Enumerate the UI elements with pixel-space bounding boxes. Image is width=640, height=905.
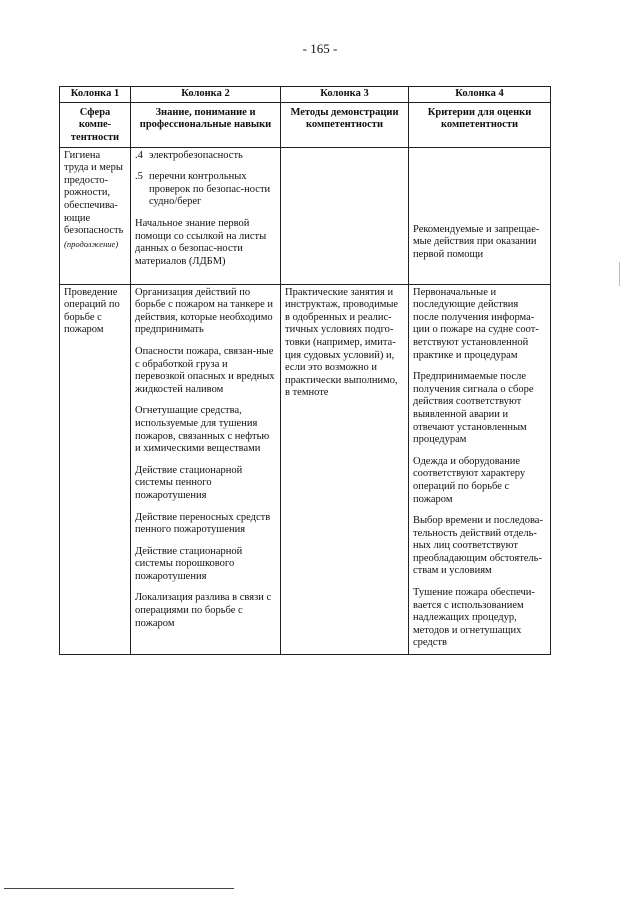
row1-col1-line: труда и меры (64, 162, 123, 174)
row2-col2-paragraph: Огнетушащие средства, используемые для тушения пожаров, связанных с нефтью и химическими веществами (135, 405, 270, 455)
page-number: - 165 - (302, 41, 338, 56)
row2-col3-cell: Практические занятия и инструктаж, проводимые в одобренных и реалис-тичных условиях подго-товки (например, имита-ция судовых условий) и, если это возможно и практически выполнимо, в темноте (281, 284, 409, 654)
row2-col1-cell: Проведение операций по борьбе с пожаром (60, 284, 131, 654)
row2-col4-paragraph: Одежда и оборудование соответствуют характеру операций по борьбе с пожаром (413, 455, 526, 505)
row2-col2-paragraph: Действие переносных средств пенного пожаротушения (135, 511, 271, 536)
row2-col4-paragraph: Тушение пожара обеспечи-вается с использованием надлежащих процедур, методов и огнетушащих средств (413, 587, 535, 649)
row1-col1-line: обеспечива- (64, 199, 118, 211)
item-text: электробезопасность (149, 149, 243, 161)
column-number-3: Колонка 3 (281, 87, 409, 103)
row2-col4-cell (409, 284, 551, 654)
footer-rule (4, 888, 234, 889)
column-header-4: Критерии для оценки компетентности (409, 102, 551, 147)
row1-col1-line: безопасность (64, 225, 124, 237)
row1-col1-line: ющие (64, 212, 91, 224)
row2-col4-paragraph: Выбор времени и последова-тельность действий отдель-ных лиц соответствуют преобладающим обстоятель-ствам и условиям (413, 515, 543, 577)
row1-col4-cell (409, 147, 551, 284)
item-number: .5 (135, 171, 143, 183)
row1-col3-cell (281, 147, 409, 284)
row2-col2-paragraph: Организация действий по борьбе с пожаром на танкере и действия, которые необходимо предпринимать (135, 286, 274, 336)
margin-mark (619, 262, 620, 286)
list-item (135, 171, 276, 209)
column-header-1: Сфера компе-тентности (60, 102, 131, 147)
column-number-2: Колонка 2 (131, 87, 281, 103)
column-header-2: Знание, понимание и профессиональные навыки (131, 102, 281, 147)
item-number: .4 (135, 149, 143, 161)
row1-col1-cell (60, 147, 131, 284)
competence-table-container (59, 86, 551, 655)
row1-col4-paragraph: Рекомендуемые и запрещае-мые действия при оказании первой помощи (413, 223, 540, 260)
row2-col4-paragraph: Первоначальные и последующие действия после получения информа-ции о пожаре на судне соот-ветствуют установленной практике и процедурам (413, 286, 539, 361)
row2-col2-cell (131, 284, 281, 654)
row1-col1-line: Гигиена (64, 149, 101, 161)
column-number-row (60, 87, 551, 103)
competence-table (59, 86, 551, 655)
table-row (60, 147, 551, 284)
row1-col2-cell (131, 147, 281, 284)
row1-col1-line: рожности, (64, 187, 111, 199)
row2-col4-paragraph: Предпринимаемые после получения сигнала о сборе действия соответствуют выявленной аварии и отвечают установленным процедурам (413, 371, 534, 446)
column-header-3: Методы демонстрации компетентности (281, 102, 409, 147)
column-number-1: Колонка 1 (60, 87, 131, 103)
row2-col2-paragraph: Действие стационарной системы пенного пожаротушения (135, 464, 243, 501)
row1-col2-paragraph: Начальное знание первой помощи со ссылкой на листы данных о безопас-ности материалов (ЛДБМ) (135, 217, 267, 267)
continuation-note: (продолжение) (64, 238, 119, 249)
list-item (135, 150, 276, 163)
row2-col2-paragraph: Опасности пожара, связан-ные с обработкой груза и перевозкой опасных и вредных жидкостей наливом (135, 345, 275, 395)
column-number-4: Колонка 4 (409, 87, 551, 103)
table-row (60, 284, 551, 654)
row2-col2-paragraph: Действие стационарной системы порошкового пожаротушения (135, 545, 243, 582)
item-text: перечни контрольных проверок по безопас-ности судно/берег (149, 171, 271, 208)
column-header-row (60, 102, 551, 147)
row1-col1-line: предосто- (64, 174, 109, 186)
row2-col2-paragraph: Локализация разлива в связи с операциями по борьбе с пожаром (135, 592, 272, 629)
